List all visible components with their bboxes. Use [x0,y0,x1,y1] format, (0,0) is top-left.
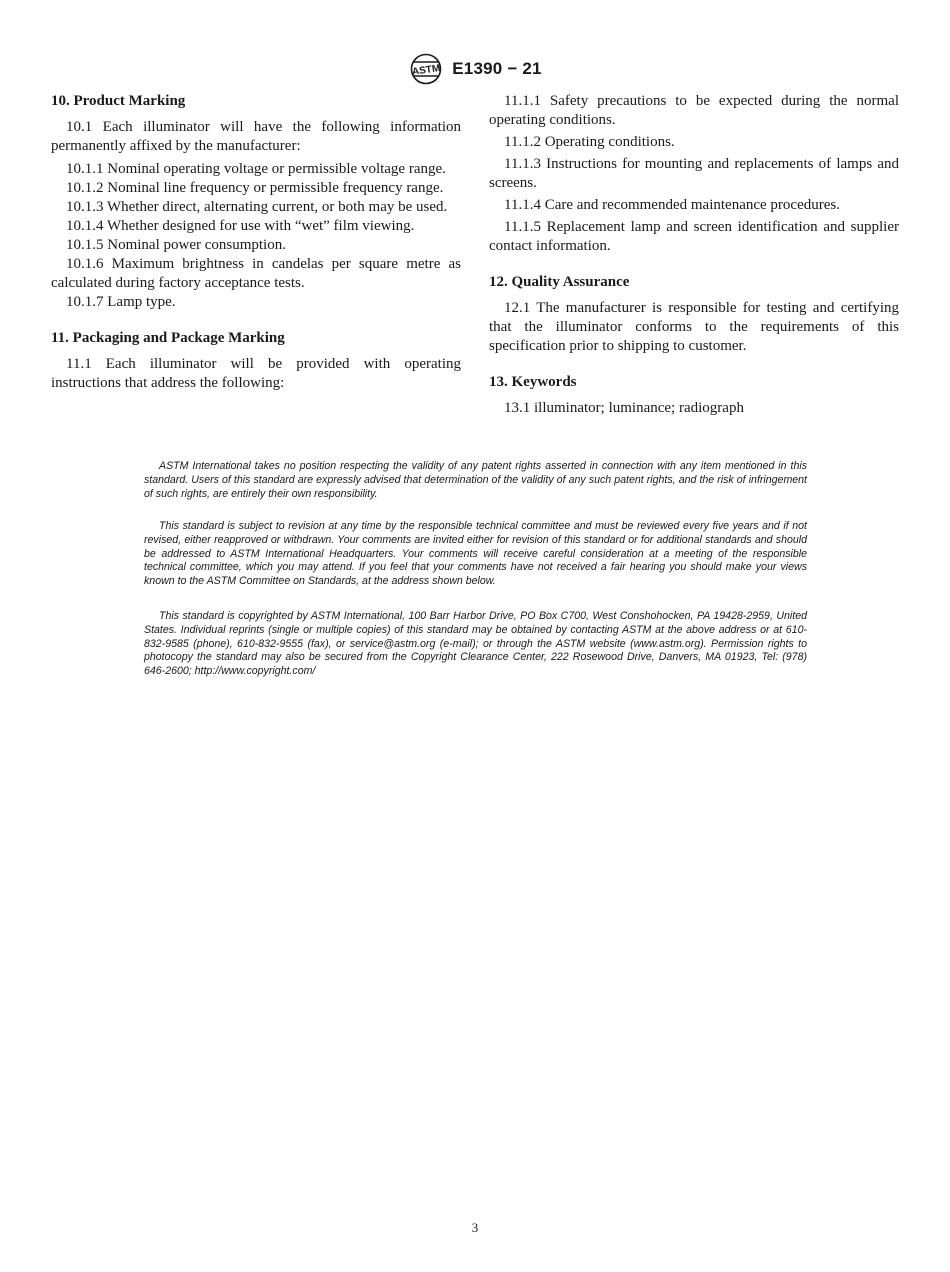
page-number: 3 [471,1220,479,1235]
paragraph-12-1: 12.1 The manufacturer is responsible for testing and certifying that the illuminator conforms to the requirements of this specification prior to shipping to customer. [489,300,899,354]
page-header [0,52,950,86]
patent-notice: ASTM International takes no position respecting the validity of any patent rights asserted in connection with any item mentioned in this standard. Users of this standard are expressly advised that determination of the validity of any such patent rights, and the risk of infringement of such rights, are entirely their own responsibility. [144,460,807,500]
astm-logo-icon [408,53,444,85]
paragraph-10-1-6: 10.1.6 Maximum brightness in candelas per square metre as calculated during factory acceptance tests. [51,256,461,291]
paragraph-11-1-2: 11.1.2 Operating conditions. [504,134,675,150]
right-column [489,92,899,418]
paragraph-10-1-5: 10.1.5 Nominal power consumption. [66,237,286,253]
section-10-heading: 10. Product Marking [51,93,186,109]
left-column [51,92,461,393]
section-11-heading: 11. Packaging and Package Marking [51,330,285,346]
paragraph-10-1-3: 10.1.3 Whether direct, alternating current, or both may be used. [66,199,448,215]
section-13-heading: 13. Keywords [489,374,577,390]
paragraph-13-1: 13.1 illuminator; luminance; radiograph [504,400,744,416]
svg-text:ASTM: ASTM [411,63,442,78]
paragraph-10-1: 10.1 Each illuminator will have the following information permanently affixed by the manufacturer: [51,119,461,154]
paragraph-11-1-1: 11.1.1 Safety precautions to be expected during the normal operating conditions. [489,93,899,128]
paragraph-10-1-1: 10.1.1 Nominal operating voltage or permissible voltage range. [66,161,446,177]
paragraph-11-1: 11.1 Each illuminator will be provided with operating instructions that address the following: [51,356,461,391]
paragraph-10-1-4: 10.1.4 Whether designed for use with “wet” film viewing. [66,218,415,234]
revision-notice: This standard is subject to revision at any time by the responsible technical committee and must be reviewed every five years and if not revised, either reapproved or withdrawn. Your comments are invited either for revision of this standard or for additional standards and should be addressed to ASTM International Headquarters. Your comments will receive careful consideration at a meeting of the responsible technical committee, which you may attend. If you feel that your comments have not received a fair hearing you should make your views known to the ASTM Committee on Standards, at the address shown below. [144,520,807,588]
paragraph-11-1-3: 11.1.3 Instructions for mounting and replacements of lamps and screens. [489,156,899,191]
standard-designation: E1390 − 21 [452,59,542,78]
copyright-notice: This standard is copyrighted by ASTM International, 100 Barr Harbor Drive, PO Box C700, West Conshohocken, PA 19428-2959, United States. Individual reprints (single or multiple copies) of this standard may be obtained by contacting ASTM at the above address or at 610-832-9585 (phone), 610-832-9555 (fax), or service@astm.org (e-mail); or through the ASTM website (www.astm.org). Permission rights to photocopy the standard may also be secured from the Copyright Clearance Center, 222 Rosewood Drive, Danvers, MA 01923, Tel: (978) 646-2600; http://www.copyright.com/ [144,610,807,678]
paragraph-10-1-7: 10.1.7 Lamp type. [66,294,176,310]
paragraph-10-1-2: 10.1.2 Nominal line frequency or permissible frequency range. [66,180,444,196]
section-12-heading: 12. Quality Assurance [489,274,630,290]
paragraph-11-1-5: 11.1.5 Replacement lamp and screen identification and supplier contact information. [489,219,899,254]
paragraph-11-1-4: 11.1.4 Care and recommended maintenance procedures. [504,197,840,213]
